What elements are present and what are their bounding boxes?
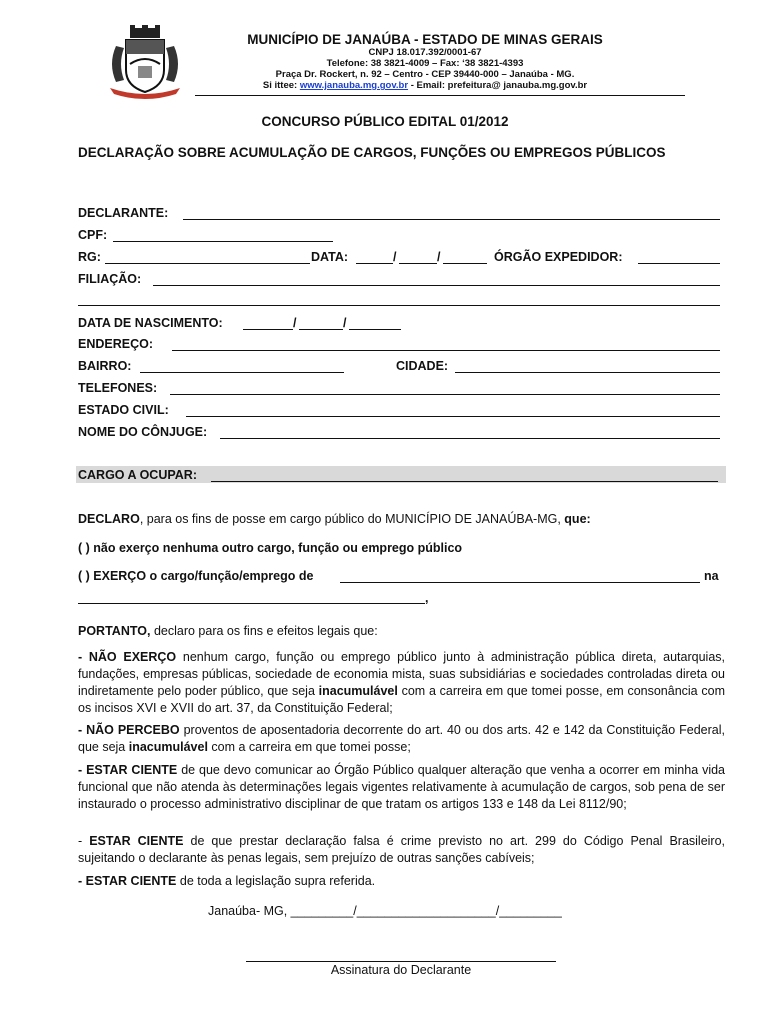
estado-civil-line[interactable]	[186, 416, 720, 417]
option-exercising-na: na	[704, 569, 719, 583]
doc-subtitle: DECLARAÇÃO SOBRE ACUMULAÇÃO DE CARGOS, FUNÇÕES OU EMPREGOS PÚBLICOS	[78, 145, 666, 160]
nascimento-sep2: /	[343, 316, 347, 330]
cargo-line[interactable]	[211, 481, 718, 482]
declarante-label: DECLARANTE:	[78, 206, 169, 220]
rg-label: RG:	[78, 250, 101, 264]
option-exercising[interactable]: ( ) EXERÇO o cargo/função/emprego de	[78, 569, 314, 583]
declaro-line	[78, 512, 591, 526]
clause-estar-ciente-2	[78, 833, 725, 867]
filiacao-line-2[interactable]	[78, 305, 720, 306]
clause3-bold: - ESTAR CIENTE	[78, 763, 178, 777]
estado-civil-label: ESTADO CIVIL:	[78, 403, 169, 417]
email-text: - Email: prefeitura@ janauba.mg.gov.br	[410, 80, 588, 91]
declaro-que: que:	[564, 512, 591, 526]
header-contact-line	[195, 80, 655, 91]
portanto-line	[78, 624, 378, 638]
portanto-text: declaro para os fins e efeitos legais que:	[150, 624, 378, 638]
portanto-bold: PORTANTO,	[78, 624, 151, 638]
data-year-line[interactable]	[443, 263, 487, 264]
data-label: DATA:	[311, 250, 349, 264]
municipal-coat-of-arms	[102, 24, 188, 100]
cidade-label: CIDADE:	[396, 359, 449, 373]
rg-line[interactable]	[105, 263, 310, 264]
data-day-line[interactable]	[356, 263, 393, 264]
clause-estar-ciente-3	[78, 873, 725, 890]
clause-nao-exerco	[78, 649, 725, 717]
declaro-bold: DECLARO	[78, 512, 140, 526]
nascimento-day-line[interactable]	[243, 329, 293, 330]
clause4-pre: -	[78, 834, 90, 848]
signature-line[interactable]	[246, 961, 556, 962]
conjuge-line[interactable]	[220, 438, 720, 439]
signature-label: Assinatura do Declarante	[330, 963, 472, 977]
bairro-line[interactable]	[140, 372, 344, 373]
header-divider	[195, 95, 685, 96]
clause1-text-b: com a carreira em que tomei posse, em consonância com os incisos XVI e XVII do art. 37, da Constituição Federal;	[78, 684, 725, 715]
filiacao-label: FILIAÇÃO:	[78, 272, 142, 286]
clause2-text-b: com a carreira em que tomei posse;	[207, 740, 411, 754]
clause1-bold: - NÃO EXERÇO	[78, 650, 177, 664]
clause2-text-a: proventos de aposentadoria decorrente do art. 40 ou dos arts. 42 e 142 da Constituição Federal, que seja	[78, 723, 725, 754]
clause5-bold: - ESTAR CIENTE	[78, 874, 177, 888]
clause1-text-a: nenhum cargo, função ou emprego público junto à administração pública direta, autarquias, fundações, empresas públicas, sociedade de economia mista, suas subsidiárias e sociedades controladas direta ou indiretamente pelo poder público, que seja	[78, 650, 725, 698]
nascimento-month-line[interactable]	[299, 329, 343, 330]
header-address: Praça Dr. Rockert, n. 92 – Centro - CEP 39440-000 – Janaúba - MG.	[275, 69, 575, 80]
nascimento-sep1: /	[293, 316, 297, 330]
data-sep2: /	[437, 250, 441, 264]
conjuge-label: NOME DO CÔNJUGE:	[78, 425, 208, 439]
place-date-line[interactable]: Janaúba- MG, _________/____________________/_________	[208, 904, 562, 918]
option-not-exercising[interactable]: ( ) não exerço nenhuma outro cargo, função ou emprego público	[78, 541, 463, 555]
telefones-label: TELEFONES:	[78, 381, 158, 395]
site-link[interactable]: www.janauba.mg.gov.br	[299, 80, 409, 91]
cpf-label: CPF:	[78, 228, 108, 242]
header-cnpj: CNPJ 18.017.392/0001-67	[368, 47, 482, 58]
doc-title: CONCURSO PÚBLICO EDITAL 01/2012	[261, 114, 509, 129]
clause1-bold2: inacumulável	[318, 684, 398, 698]
site-label: Si ittee:	[262, 80, 298, 91]
declarante-line[interactable]	[183, 219, 720, 220]
orgao-label: ÓRGÃO EXPEDIDOR:	[494, 250, 623, 264]
option-exercising-line-2[interactable]	[78, 603, 425, 604]
bairro-label: BAIRRO:	[78, 359, 132, 373]
data-month-line[interactable]	[399, 263, 437, 264]
declaro-text: , para os fins de posse em cargo público do MUNICÍPIO DE JANAÚBA-MG,	[139, 512, 561, 526]
orgao-line[interactable]	[638, 263, 720, 264]
clause3-text: de que devo comunicar ao Órgão Público qualquer alteração que venha a ocorrer em minha vida funcional que não atenda às determinações legais vigentes relativamente à acumulação de cargos, sob pena de ser instaurado o processo administrativo disciplinar de que tratam os artigos 133 e 148 da Lei 8112/90;	[78, 763, 725, 811]
header-phones: Telefone: 38 3821-4009 – Fax: ‘38 3821-4393	[326, 58, 524, 69]
clause4-bold: ESTAR CIENTE	[89, 834, 184, 848]
data-sep1: /	[393, 250, 397, 264]
clause-nao-percebo	[78, 722, 725, 756]
nascimento-year-line[interactable]	[349, 329, 401, 330]
clause-estar-ciente-1	[78, 762, 725, 813]
cidade-line[interactable]	[455, 372, 720, 373]
clause2-bold: - NÃO PERCEBO	[78, 723, 180, 737]
endereco-line[interactable]	[172, 350, 720, 351]
filiacao-line-1[interactable]	[153, 285, 720, 286]
option-exercising-line[interactable]	[340, 582, 700, 583]
endereco-label: ENDEREÇO:	[78, 337, 154, 351]
clause5-text: de toda a legislação supra referida.	[176, 874, 376, 888]
clause2-bold2: inacumulável	[128, 740, 208, 754]
header-title: MUNICÍPIO DE JANAÚBA - ESTADO DE MINAS GERAIS	[247, 32, 603, 47]
option-exercising-comma: ,	[425, 591, 429, 605]
nascimento-label: DATA DE NASCIMENTO:	[78, 316, 223, 330]
cargo-label: CARGO A OCUPAR:	[78, 468, 197, 482]
telefones-line[interactable]	[170, 394, 720, 395]
clause4-text: de que prestar declaração falsa é crime previsto no art. 299 do Código Penal Brasileiro, sujeitando o declarante às penas legais, sem prejuízo de outras sanções cabíveis;	[78, 834, 726, 865]
cpf-line[interactable]	[113, 241, 333, 242]
